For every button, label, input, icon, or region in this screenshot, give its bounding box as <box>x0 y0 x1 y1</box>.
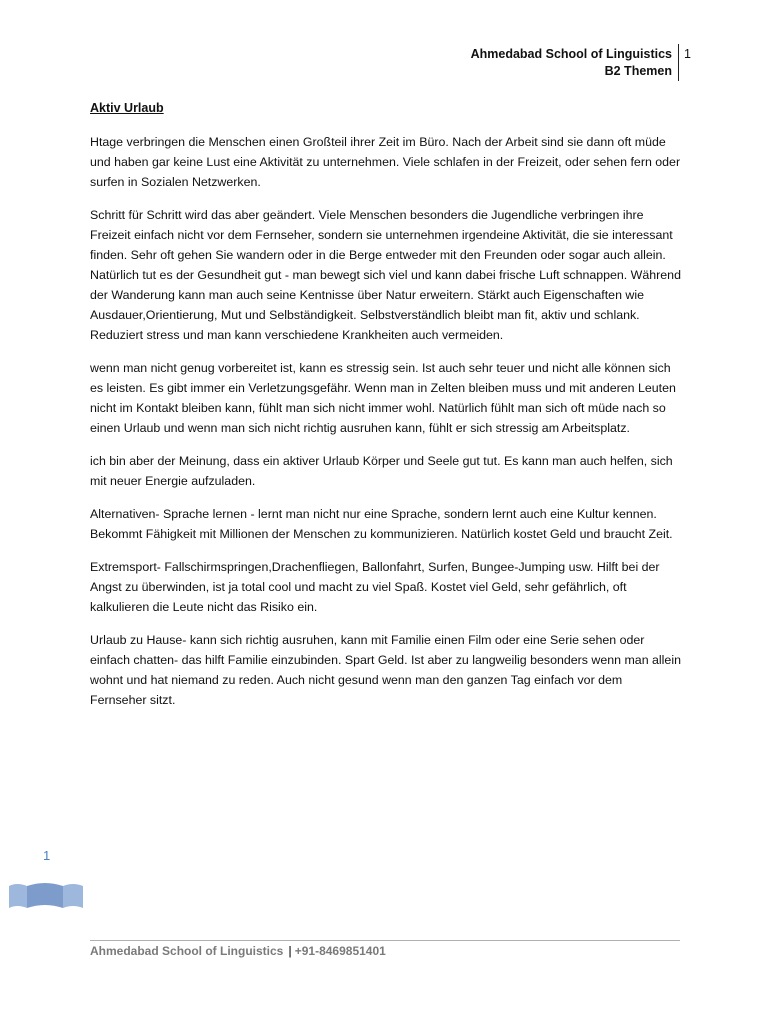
page-ribbon-icon <box>9 880 83 912</box>
paragraph: Extremsport- Fallschirmspringen,Drachenfliegen, Ballonfahrt, Surfen, Bungee-Jumping usw. Hilft bei der Angst zu überwinden, ist ja total cool und macht zu viel Spaß. Kostet viel Geld, sehr gefährlich, oft kalkulieren die Leute nicht das Risiko ein. <box>90 560 660 614</box>
footer-school-name: Ahmedabad School of Linguistics <box>90 944 284 958</box>
paragraph: Schritt für Schritt wird das aber geändert. Viele Menschen besonders die Jugendliche verbringen ihre Freizeit einfach nicht vor dem Fernseher, sondern sie unternehmen irgendeine Aktivität, die sie interessant finden. Sehr oft gehen Sie wandern oder in die Berge entweder mit den Freunden oder sogar auch allein. Natürlich tut es der Gesundheit gut - man bewegt sich viel und kann dabei frische Luft schnappen. Während der Wanderung kann man auch seine Kentnisse über Natur erweitern. Stärkt auch Eigenschaften wie Ausdauer,Orientierung, Mut und Selbständigkeit. Selbstverständlich bleibt man fit, aktiv und schlank. Reduziert stress und man kann verschiedene Krankheiten auch vermeiden. <box>90 208 681 342</box>
header-school-name: Ahmedabad School of Linguistics <box>470 47 672 61</box>
footer-divider <box>90 940 680 941</box>
document-title: Aktiv Urlaub <box>90 101 164 115</box>
paragraph: ich bin aber der Meinung, dass ein aktiver Urlaub Körper und Seele gut tut. Es kann man auch helfen, sich mit neuer Energie aufzuladen. <box>90 454 673 488</box>
page-footer <box>90 944 386 958</box>
footer-phone: +91-8469851401 <box>294 944 386 958</box>
header-subtitle: B2 Themen <box>604 64 672 78</box>
header-page-number: 1 <box>684 47 691 61</box>
paragraph: Urlaub zu Hause- kann sich richtig ausruhen, kann mit Familie einen Film oder eine Serie sehen oder einfach chatten- das hilft Familie einzubinden. Spart Geld. Ist aber zu langweilig besonders wenn man allein wohnt und hat niemand zu reden. Auch nicht gesund wenn man den ganzen Tag einfach vor dem Fernseher sitzt. <box>90 633 681 707</box>
document-body <box>90 98 682 723</box>
side-page-number: 1 <box>43 848 51 863</box>
paragraph: Alternativen- Sprache lernen - lernt man nicht nur eine Sprache, sondern lernt auch eine Kultur kennen. Bekommt Fähigkeit mit Millionen der Menschen zu kommunizieren. Natürlich kostet Geld und braucht Zeit. <box>90 507 673 541</box>
paragraph: Htage verbringen die Menschen einen Großteil ihrer Zeit im Büro. Nach der Arbeit sind sie dann oft müde und haben gar keine Lust eine Aktivität zu unternehmen. Viele schlafen in der Freizeit, oder sehen fern oder surfen in Sozialen Netzwerken. <box>90 135 681 189</box>
header-divider <box>678 44 679 81</box>
paragraph: wenn man nicht genug vorbereitet ist, kann es stressig sein. Ist auch sehr teuer und nicht alle können sich es leisten. Es gibt immer ein Verletzungsgefähr. Wenn man in Zelten bleiben muss und mit anderen Leuten nicht im Kontakt bleiben kann, fühlt man sich nicht immer wohl. Natürlich fühlt man sich oft müde nach so einen Urlaub und wenn man sich nicht richtig ausruhen kann, fühlt er sich stressig am Arbeitsplatz. <box>90 361 676 435</box>
footer-separator: | <box>288 944 292 958</box>
page-header <box>471 46 672 80</box>
